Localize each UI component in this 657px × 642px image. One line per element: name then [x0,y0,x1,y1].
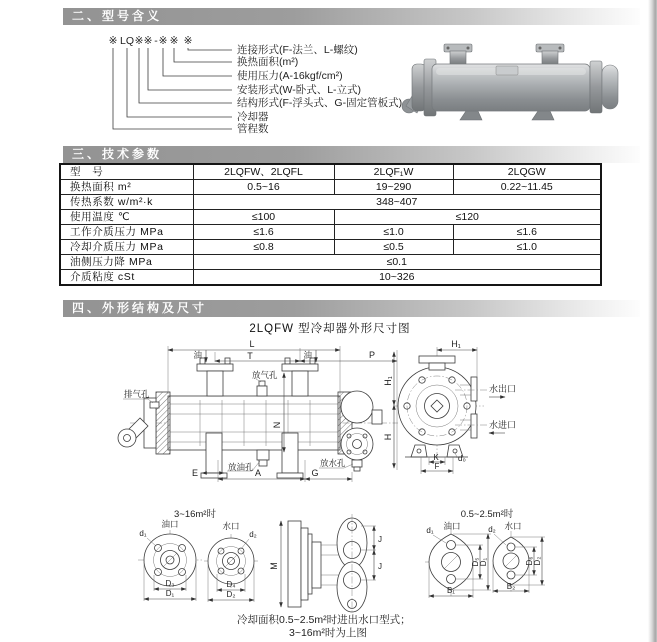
dim-d1: d₁ [139,529,147,538]
section-header-model-meaning: 二、型号含义 [63,8,640,25]
section-header-outline: 四、外形结构及尺寸 [63,300,640,317]
water-inlet-label: 水进口 [489,420,517,430]
table-row [60,270,601,286]
dim-D5: D₅ [471,557,480,567]
row-label: 传热系数 w/m²·k [60,195,193,210]
dim-B1: B₁ [446,586,456,595]
model-code-hyphen: - [154,35,158,47]
model-code-token: LQ [119,35,135,47]
model-code-token: ※ [143,35,153,47]
dim-G: G [311,468,319,478]
cell: 0.5~16 [193,180,334,195]
tech-params-table [59,163,602,286]
table-row [60,240,601,255]
model-code-token: ※ [183,35,193,47]
side-view [118,339,398,482]
cell-merged: ≤0.1 [193,255,601,270]
cell-merged: ≤120 [334,210,601,225]
table-row [60,180,601,195]
dim-M: M [269,562,279,570]
flange-section-view [269,514,382,613]
model-meaning-connection: 连接形式(F-法兰、L-螺纹) [237,44,358,56]
air-vent-label: 排气孔 [124,389,150,399]
flange-group-large [138,508,258,602]
dim-D4: D₄ [226,580,236,589]
vent-hole-label: 放气孔 [252,370,278,380]
dim-A: A [254,468,262,478]
drawing-caption-line2: 3~16m²时为上图 [289,627,367,639]
model-code-token: ※ [134,35,144,47]
dim-F: F [434,462,440,471]
dim-J1: J [378,535,382,544]
model-meaning-area: 换热面积(m²) [237,56,299,68]
oil-port-label: 油口 [161,519,179,529]
water-port-label: 水口 [504,521,522,531]
col-header-2lqfw: 2LQFW、2LQFL [193,164,334,180]
row-label: 介质粘度 cSt [60,270,193,286]
cell: ≤0.8 [193,240,334,255]
dim-d0: d₀ [458,454,466,463]
table-row [60,255,601,270]
model-meaning-tube-passes: 管程数 [237,123,269,135]
cell: ≤0.5 [334,240,453,255]
row-label: 油侧压力降 MPa [60,255,193,270]
col-header-2lqf1w: 2LQF₁W [334,164,453,180]
dim-H: H [383,433,393,441]
group-small-title: 0.5~2.5m²时 [460,509,514,520]
model-code-token: ※ [158,35,168,47]
oil-drain-label: 放油孔 [228,462,254,472]
oil-port-label: 油口 [443,521,461,531]
dim-H1-top: H₁ [451,339,461,349]
dim-D2: D₂ [533,556,542,566]
oil-inlet-label: 油 [193,350,202,360]
dim-P: P [368,350,376,360]
drawing-title: 2LQFW 型冷却器外形尺寸图 [249,323,411,335]
dim-D1: D₁ [479,557,488,567]
water-drain-label: 放水孔 [320,458,346,468]
cell: 19~290 [334,180,453,195]
cell: ≤1.6 [453,225,601,240]
dim-D6: D₆ [525,556,534,566]
water-outlet-label: 水出口 [489,384,517,394]
row-label: 使用温度 ℃ [60,210,193,225]
dim-d2: d₂ [249,530,257,539]
model-meaning-structure: 结构形式(F-浮头式、G-固定管板式) [237,97,403,109]
table-row [60,225,601,240]
dim-B2: B₂ [506,582,516,591]
dim-E: E [191,468,198,478]
cell: ≤1.0 [453,240,601,255]
model-code-token: ※ [108,35,118,47]
dim-d1: d₁ [426,526,434,535]
table-row [60,195,601,210]
dim-d2: d₂ [488,525,496,534]
model-meaning-mounting: 安装形式(W-卧式、L-立式) [237,84,362,96]
cooler-photo-shapes [402,44,618,120]
dim-K: K [433,453,439,462]
cell-merged: 10~326 [193,270,601,286]
row-label: 冷却介质压力 MPa [60,240,193,255]
dim-T: T [247,351,253,361]
col-header-model: 型 号 [60,164,193,180]
flange-group-small [425,508,545,598]
table-row-header [60,164,601,180]
group-large-title: 3~16m²时 [174,509,216,520]
outline-dimension-drawing [0,335,657,613]
water-port-label: 水口 [222,521,240,531]
dim-D2: D₂ [226,590,236,599]
model-meaning-cooler: 冷却器 [237,111,269,123]
end-view [395,339,516,474]
row-label: 工作介质压力 MPa [60,225,193,240]
model-meaning-pressure: 使用压力(A-16kgf/cm²) [237,70,343,82]
page-scan-edge [648,0,657,642]
row-label: 换热面积 m² [60,180,193,195]
cell-merged: 348~407 [193,195,601,210]
section-header-tech-params: 三、技术参数 [63,146,640,163]
col-header-2lqgw: 2LQGW [453,164,601,180]
dim-D3: D₃ [165,579,175,588]
dim-H1-side: H₁ [383,376,393,386]
model-code-token: ※ [169,35,179,47]
oil-outlet-label: 油 [303,350,312,360]
model-code-connectors [113,48,232,129]
dim-J2: J [378,562,382,571]
dim-L: L [249,339,255,349]
table-row [60,210,601,225]
cell: ≤1.0 [334,225,453,240]
dim-D1: D₁ [165,589,175,598]
dim-N: N [272,421,282,429]
drawing-caption-line1: 冷却面积0.5~2.5m²时进出水口型式； [237,614,411,626]
cell: 0.22~11.45 [453,180,601,195]
cell: ≤100 [193,210,334,225]
cell: ≤1.6 [193,225,334,240]
product-photo [400,38,645,123]
